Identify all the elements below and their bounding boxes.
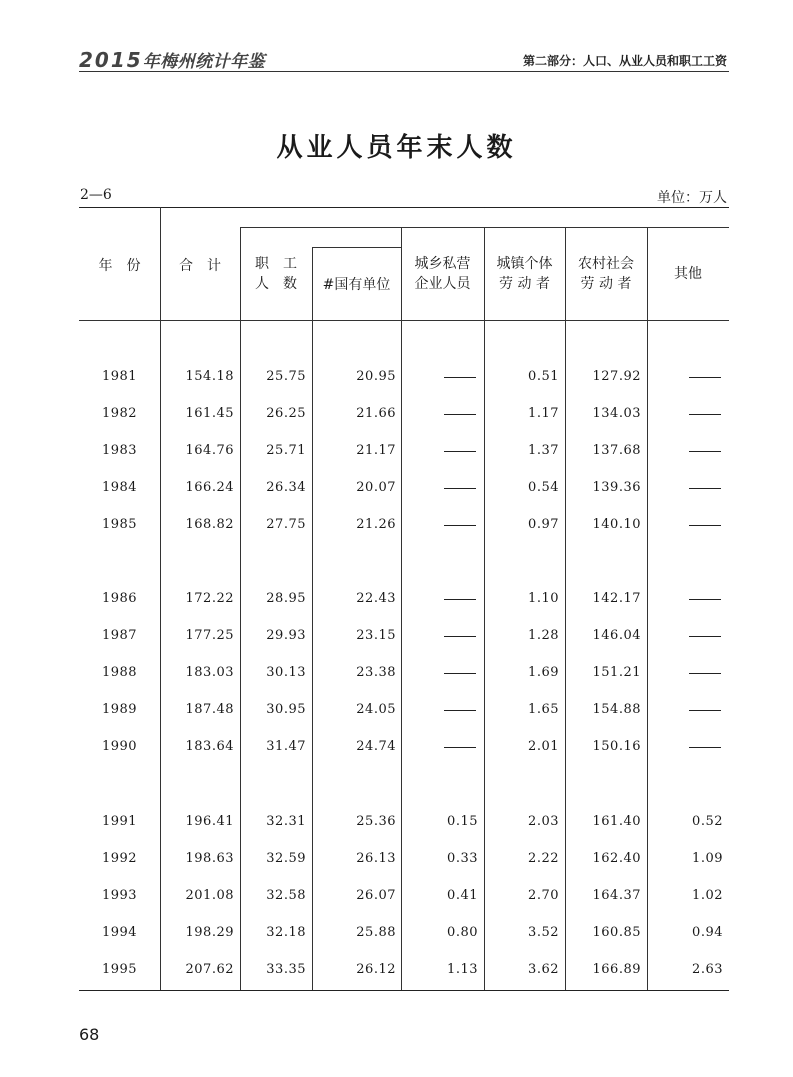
yearbook-name: 年梅州统计年鉴 (142, 52, 266, 72)
cell-individual: 2.22 (528, 851, 559, 866)
cell-staff: 31.47 (266, 739, 306, 754)
cell-staff: 33.35 (266, 962, 306, 977)
cell-state-owned: 26.12 (356, 962, 396, 977)
cell-state-owned: 20.95 (356, 369, 396, 384)
cell-state-owned: 26.07 (356, 888, 396, 903)
cell-total: 154.18 (185, 369, 234, 384)
cell-other-empty (689, 451, 721, 452)
col-header-staff: 职 工 人 数 (255, 256, 297, 292)
cell-rural: 140.10 (592, 517, 641, 532)
col-divider-7 (647, 227, 648, 990)
cell-staff: 30.13 (266, 665, 306, 680)
cell-staff: 32.31 (266, 814, 306, 829)
cell-state-owned: 22.43 (356, 591, 396, 606)
cell-private-empty (444, 525, 476, 526)
table-code: 2—6 (80, 187, 112, 203)
page-title: 从业人员年末人数 (276, 133, 517, 163)
cell-private-empty (444, 488, 476, 489)
cell-other: 0.94 (692, 925, 723, 940)
cell-year: 1992 (101, 851, 138, 866)
cell-state-owned: 25.36 (356, 814, 396, 829)
cell-private-empty (444, 377, 476, 378)
cell-staff: 32.18 (266, 925, 306, 940)
cell-individual: 0.54 (528, 480, 559, 495)
cell-staff: 28.95 (266, 591, 306, 606)
col-divider-4 (401, 227, 402, 990)
cell-state-owned: 23.38 (356, 665, 396, 680)
col-header-state-owned: #国有单位 (322, 277, 391, 293)
unit-label: 单位：万人 (657, 190, 727, 206)
cell-total: 198.29 (185, 925, 234, 940)
cell-private-empty (444, 673, 476, 674)
cell-other-empty (689, 525, 721, 526)
cell-rural: 162.40 (592, 851, 641, 866)
cell-state-owned: 26.13 (356, 851, 396, 866)
cell-state-owned: 25.88 (356, 925, 396, 940)
cell-rural: 150.16 (592, 739, 641, 754)
cell-other-empty (689, 377, 721, 378)
cell-staff: 32.58 (266, 888, 306, 903)
cell-private-empty (444, 747, 476, 748)
col-divider-6 (565, 227, 566, 990)
cell-individual: 1.69 (528, 665, 559, 680)
cell-rural: 164.37 (592, 888, 641, 903)
cell-total: 166.24 (185, 480, 234, 495)
cell-year: 1987 (101, 628, 138, 643)
col-header-private: 城乡私营 企业人员 (414, 256, 471, 292)
cell-rural: 154.88 (592, 702, 641, 717)
cell-other-empty (689, 414, 721, 415)
cell-individual: 2.01 (528, 739, 559, 754)
cell-year: 1988 (101, 665, 138, 680)
cell-rural: 161.40 (592, 814, 641, 829)
cell-year: 1984 (101, 480, 138, 495)
cell-state-owned: 20.07 (356, 480, 396, 495)
header-rule (79, 71, 729, 72)
col-header-other: 其他 (674, 266, 702, 282)
cell-individual: 2.70 (528, 888, 559, 903)
cell-private: 0.33 (447, 851, 478, 866)
cell-total: 172.22 (185, 591, 234, 606)
col-header-individual: 城镇个体 劳 动 者 (496, 256, 553, 292)
col-header-total: 合 计 (179, 258, 221, 274)
table-top-rule (79, 207, 729, 208)
cell-individual: 3.52 (528, 925, 559, 940)
cell-individual: 2.03 (528, 814, 559, 829)
cell-staff: 25.71 (266, 443, 306, 458)
cell-total: 196.41 (185, 814, 234, 829)
cell-private-empty (444, 414, 476, 415)
cell-state-owned: 24.05 (356, 702, 396, 717)
col-divider-2 (240, 227, 241, 990)
cell-year: 1986 (101, 591, 138, 606)
cell-total: 187.48 (185, 702, 234, 717)
cell-other-empty (689, 710, 721, 711)
cell-year: 1982 (101, 406, 138, 421)
cell-total: 177.25 (185, 628, 234, 643)
section-title: 第二部分：人口、从业人员和职工工资 (522, 54, 727, 68)
cell-rural: 127.92 (592, 369, 641, 384)
cell-individual: 0.97 (528, 517, 559, 532)
cell-rural: 134.03 (592, 406, 641, 421)
cell-private-empty (444, 451, 476, 452)
cell-staff: 29.93 (266, 628, 306, 643)
cell-individual: 0.51 (528, 369, 559, 384)
cell-total: 164.76 (185, 443, 234, 458)
cell-private: 0.41 (447, 888, 478, 903)
cell-individual: 1.10 (528, 591, 559, 606)
cell-state-owned: 21.26 (356, 517, 396, 532)
header-bottom-rule (79, 320, 729, 321)
cell-total: 198.63 (185, 851, 234, 866)
cell-staff: 30.95 (266, 702, 306, 717)
cell-other-empty (689, 747, 721, 748)
cell-individual: 1.17 (528, 406, 559, 421)
cell-individual: 1.28 (528, 628, 559, 643)
cell-private: 1.13 (447, 962, 478, 977)
col-header-year: 年 份 (98, 258, 141, 274)
cell-year: 1991 (101, 814, 138, 829)
cell-state-owned: 21.66 (356, 406, 396, 421)
cell-staff: 26.34 (266, 480, 306, 495)
cell-rural: 139.36 (592, 480, 641, 495)
yearbook-title (79, 47, 265, 72)
cell-private-empty (444, 710, 476, 711)
cell-total: 207.62 (185, 962, 234, 977)
cell-individual: 1.37 (528, 443, 559, 458)
cell-other-empty (689, 673, 721, 674)
cell-total: 183.03 (185, 665, 234, 680)
cell-state-owned: 24.74 (356, 739, 396, 754)
cell-state-owned: 21.17 (356, 443, 396, 458)
cell-other-empty (689, 488, 721, 489)
cell-private-empty (444, 636, 476, 637)
cell-other: 1.02 (692, 888, 723, 903)
cell-year: 1994 (101, 925, 138, 940)
cell-rural: 146.04 (592, 628, 641, 643)
cell-other: 1.09 (692, 851, 723, 866)
cell-year: 1995 (101, 962, 138, 977)
cell-staff: 27.75 (266, 517, 306, 532)
cell-year: 1981 (101, 369, 138, 384)
cell-staff: 32.59 (266, 851, 306, 866)
cell-year: 1985 (101, 517, 138, 532)
cell-total: 161.45 (185, 406, 234, 421)
cell-total: 183.64 (185, 739, 234, 754)
cell-year: 1990 (101, 739, 138, 754)
col-header-rural: 农村社会 劳 动 者 (578, 256, 634, 292)
cell-total: 168.82 (185, 517, 234, 532)
yearbook-year: 2015 (79, 48, 143, 72)
col-divider-3 (312, 247, 313, 990)
cell-year: 1989 (101, 702, 138, 717)
cell-rural: 137.68 (592, 443, 641, 458)
cell-other-empty (689, 599, 721, 600)
staff-sub-rule (312, 247, 401, 248)
cell-staff: 25.75 (266, 369, 306, 384)
cell-private-empty (444, 599, 476, 600)
table-bottom-rule (79, 990, 729, 991)
cell-private: 0.15 (447, 814, 478, 829)
cell-other: 0.52 (692, 814, 723, 829)
cell-private: 0.80 (447, 925, 478, 940)
cell-year: 1983 (101, 443, 138, 458)
cell-rural: 151.21 (592, 665, 641, 680)
cell-rural: 142.17 (592, 591, 641, 606)
cell-other-empty (689, 636, 721, 637)
cell-year: 1993 (101, 888, 138, 903)
page-number: 68 (79, 1025, 100, 1044)
cell-state-owned: 23.15 (356, 628, 396, 643)
cell-rural: 166.89 (592, 962, 641, 977)
cell-staff: 26.25 (266, 406, 306, 421)
cell-rural: 160.85 (592, 925, 641, 940)
cell-individual: 3.62 (528, 962, 559, 977)
cell-individual: 1.65 (528, 702, 559, 717)
cell-total: 201.08 (185, 888, 234, 903)
col-divider-5 (484, 227, 485, 990)
cell-other: 2.63 (692, 962, 723, 977)
